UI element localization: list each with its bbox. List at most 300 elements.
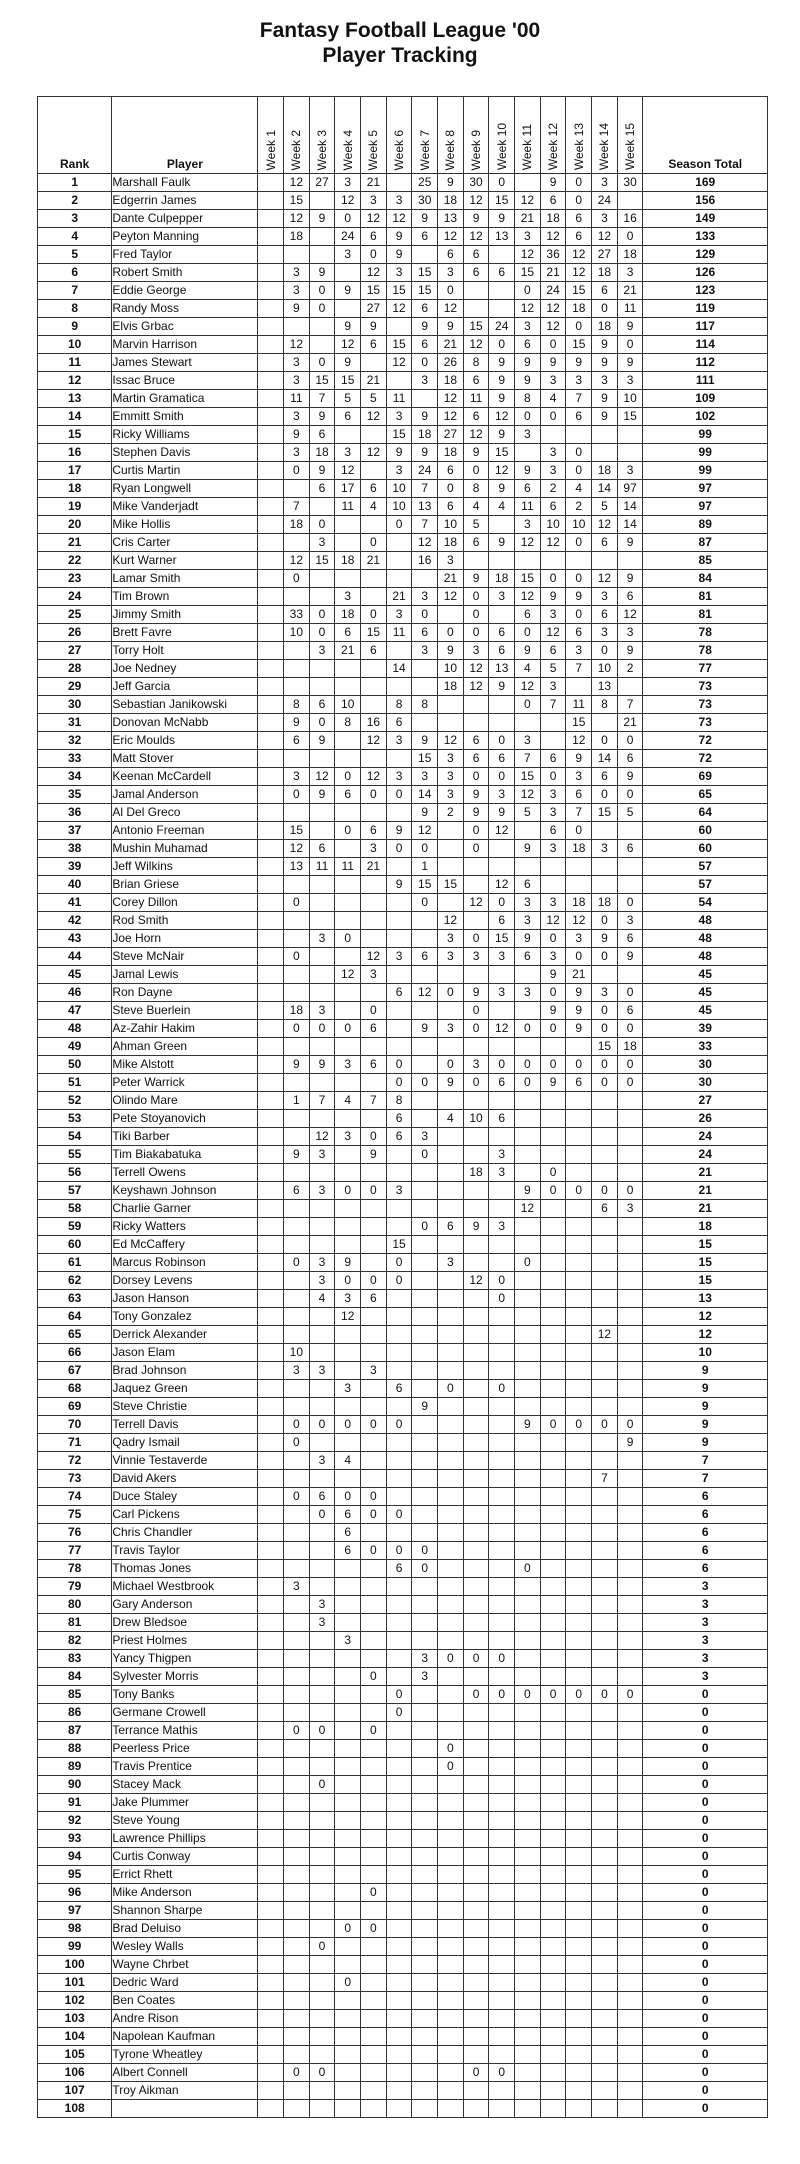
week-3-score-cell <box>309 822 335 840</box>
week-15-score-cell: 11 <box>617 300 643 318</box>
week-15-score-cell <box>617 1812 643 1830</box>
week-4-score-cell <box>335 1470 361 1488</box>
week-12-score-cell <box>540 1596 566 1614</box>
player-name-cell: Lawrence Phillips <box>112 1830 258 1848</box>
week-3-score-cell <box>309 1038 335 1056</box>
season-total-cell: 24 <box>643 1128 768 1146</box>
week-11-score-cell <box>515 1146 541 1164</box>
week-15-score-cell: 9 <box>617 642 643 660</box>
rank-cell: 107 <box>38 2082 112 2100</box>
week-12-score-cell <box>540 1146 566 1164</box>
table-row <box>38 552 768 570</box>
week-4-score-cell <box>335 1812 361 1830</box>
week-10-score-cell: 12 <box>489 408 515 426</box>
week-2-score-cell: 0 <box>284 1434 310 1452</box>
week-1-score-cell <box>258 1920 284 1938</box>
week-10-score-cell <box>489 1506 515 1524</box>
week-11-score-cell <box>515 174 541 192</box>
week-9-score-cell <box>463 1776 489 1794</box>
week-14-score-cell: 27 <box>592 246 618 264</box>
rank-cell: 61 <box>38 1254 112 1272</box>
week-2-score-cell: 3 <box>284 444 310 462</box>
week-6-score-cell <box>386 804 412 822</box>
table-row <box>38 1974 768 1992</box>
week-7-score-cell <box>412 2100 438 2118</box>
week-14-score-cell: 14 <box>592 750 618 768</box>
table-row <box>38 1236 768 1254</box>
week-15-score-cell: 2 <box>617 660 643 678</box>
week-14-score-cell: 7 <box>592 1470 618 1488</box>
week-2-score-cell: 0 <box>284 1020 310 1038</box>
player-name-cell: Peter Warrick <box>112 1074 258 1092</box>
season-total-cell: 13 <box>643 1290 768 1308</box>
week-11-score-cell: 12 <box>515 534 541 552</box>
week-2-score-cell <box>284 930 310 948</box>
season-total-cell: 0 <box>643 1776 768 1794</box>
week-7-score-cell <box>412 1164 438 1182</box>
week-8-score-cell <box>438 1686 464 1704</box>
week-15-score-cell <box>617 552 643 570</box>
week-11-score-cell: 9 <box>515 462 541 480</box>
week-3-header <box>309 97 335 174</box>
week-10-score-cell: 0 <box>489 1650 515 1668</box>
week-2-score-cell <box>284 480 310 498</box>
week-6-score-cell: 0 <box>386 1416 412 1434</box>
week-15-score-cell <box>617 1452 643 1470</box>
week-9-score-cell <box>463 1524 489 1542</box>
week-11-score-cell: 9 <box>515 354 541 372</box>
week-12-score-cell <box>540 1668 566 1686</box>
week-6-score-cell <box>386 678 412 696</box>
week-10-score-cell: 0 <box>489 1056 515 1074</box>
week-11-score-cell: 6 <box>515 606 541 624</box>
week-5-score-cell: 3 <box>361 966 387 984</box>
week-4-score-cell <box>335 1722 361 1740</box>
player-name-cell: Randy Moss <box>112 300 258 318</box>
week-14-score-cell <box>592 1218 618 1236</box>
week-11-score-cell <box>515 1902 541 1920</box>
week-7-score-cell <box>412 1452 438 1470</box>
week-4-score-cell <box>335 678 361 696</box>
week-8-score-cell: 13 <box>438 210 464 228</box>
week-4-score-cell: 3 <box>335 1380 361 1398</box>
week-9-score-cell: 12 <box>463 660 489 678</box>
week-8-score-cell: 0 <box>438 984 464 1002</box>
table-row <box>38 264 768 282</box>
week-13-score-cell <box>566 1938 592 1956</box>
week-4-score-cell <box>335 1776 361 1794</box>
week-9-score-cell <box>463 282 489 300</box>
week-5-score-cell <box>361 1218 387 1236</box>
week-10-score-cell <box>489 1884 515 1902</box>
week-11-score-cell <box>515 1218 541 1236</box>
week-4-score-cell: 0 <box>335 930 361 948</box>
week-7-score-cell <box>412 1830 438 1848</box>
week-9-score-cell <box>463 1308 489 1326</box>
rank-cell: 38 <box>38 840 112 858</box>
week-6-score-cell <box>386 1758 412 1776</box>
week-15-score-cell <box>617 1362 643 1380</box>
week-7-score-cell <box>412 1866 438 1884</box>
season-total-cell: 9 <box>643 1416 768 1434</box>
player-name-cell: Martin Gramatica <box>112 390 258 408</box>
week-1-score-cell <box>258 318 284 336</box>
player-name-cell: Albert Connell <box>112 2064 258 2082</box>
season-total-cell: 21 <box>643 1182 768 1200</box>
week-6-score-cell <box>386 1794 412 1812</box>
week-7-score-cell <box>412 570 438 588</box>
player-name-cell: Michael Westbrook <box>112 1578 258 1596</box>
player-name-cell: Mike Hollis <box>112 516 258 534</box>
week-header-label: Week 14 <box>597 122 612 170</box>
week-12-score-cell: 12 <box>540 318 566 336</box>
week-4-score-cell: 10 <box>335 696 361 714</box>
week-10-score-cell: 15 <box>489 444 515 462</box>
week-11-score-cell <box>515 1848 541 1866</box>
week-2-score-cell <box>284 1038 310 1056</box>
week-13-score-cell <box>566 1596 592 1614</box>
week-5-score-cell: 9 <box>361 318 387 336</box>
week-3-score-cell: 12 <box>309 1128 335 1146</box>
week-6-score-cell: 3 <box>386 408 412 426</box>
week-6-score-cell <box>386 1038 412 1056</box>
week-15-score-cell: 21 <box>617 282 643 300</box>
rank-cell: 78 <box>38 1560 112 1578</box>
season-total-cell: 27 <box>643 1092 768 1110</box>
week-2-score-cell: 3 <box>284 264 310 282</box>
week-6-score-cell: 6 <box>386 1380 412 1398</box>
player-name-cell: Pete Stoyanovich <box>112 1110 258 1128</box>
week-9-score-cell: 0 <box>463 1020 489 1038</box>
rank-cell: 93 <box>38 1830 112 1848</box>
week-6-score-cell: 6 <box>386 1128 412 1146</box>
week-13-score-cell <box>566 876 592 894</box>
player-name-cell: Brad Deluiso <box>112 1920 258 1938</box>
week-15-score-cell: 9 <box>617 570 643 588</box>
week-13-score-cell: 7 <box>566 804 592 822</box>
week-15-score-cell <box>617 1254 643 1272</box>
player-name-cell: Terrance Mathis <box>112 1722 258 1740</box>
week-5-score-cell <box>361 1326 387 1344</box>
week-1-score-cell <box>258 1830 284 1848</box>
season-total-cell: 97 <box>643 498 768 516</box>
week-14-score-cell: 8 <box>592 696 618 714</box>
week-6-score-cell: 6 <box>386 1110 412 1128</box>
week-5-score-cell <box>361 426 387 444</box>
week-13-score-cell <box>566 1488 592 1506</box>
week-10-score-cell <box>489 1866 515 1884</box>
week-3-score-cell <box>309 1668 335 1686</box>
season-total-cell: 117 <box>643 318 768 336</box>
week-5-score-cell <box>361 930 387 948</box>
week-4-score-cell <box>335 984 361 1002</box>
week-15-score-cell: 0 <box>617 1416 643 1434</box>
week-1-score-cell <box>258 480 284 498</box>
player-name-cell: Kurt Warner <box>112 552 258 570</box>
week-10-score-cell <box>489 1938 515 1956</box>
week-15-score-cell <box>617 2082 643 2100</box>
week-3-score-cell <box>309 1380 335 1398</box>
week-1-score-cell <box>258 1902 284 1920</box>
player-name-cell: Steve Buerlein <box>112 1002 258 1020</box>
rank-header: Rank <box>38 97 112 174</box>
rank-cell: 24 <box>38 588 112 606</box>
week-10-score-cell <box>489 858 515 876</box>
rank-cell: 9 <box>38 318 112 336</box>
week-12-score-cell <box>540 1236 566 1254</box>
week-3-score-cell <box>309 966 335 984</box>
week-3-score-cell: 0 <box>309 1416 335 1434</box>
week-12-score-cell: 6 <box>540 192 566 210</box>
season-total-cell: 15 <box>643 1254 768 1272</box>
week-3-score-cell: 0 <box>309 606 335 624</box>
rank-cell: 34 <box>38 768 112 786</box>
week-8-score-cell: 15 <box>438 876 464 894</box>
rank-cell: 5 <box>38 246 112 264</box>
week-5-score-cell <box>361 1812 387 1830</box>
week-7-score-cell <box>412 660 438 678</box>
week-14-score-cell: 12 <box>592 516 618 534</box>
table-row <box>38 1074 768 1092</box>
week-2-score-cell <box>284 1308 310 1326</box>
week-10-score-cell: 0 <box>489 1380 515 1398</box>
season-total-cell: 12 <box>643 1308 768 1326</box>
week-8-score-cell <box>438 1524 464 1542</box>
table-row <box>38 516 768 534</box>
week-1-score-cell <box>258 1272 284 1290</box>
player-name-cell: Tim Biakabatuka <box>112 1146 258 1164</box>
week-2-score-cell <box>284 804 310 822</box>
week-8-score-cell <box>438 1992 464 2010</box>
player-name-cell: Travis Prentice <box>112 1758 258 1776</box>
week-1-score-cell <box>258 1398 284 1416</box>
rank-cell: 53 <box>38 1110 112 1128</box>
week-1-score-cell <box>258 498 284 516</box>
player-name-cell: Napolean Kaufman <box>112 2028 258 2046</box>
week-9-score-cell: 12 <box>463 894 489 912</box>
week-3-score-cell: 0 <box>309 2064 335 2082</box>
week-5-score-cell: 0 <box>361 1182 387 1200</box>
week-13-score-cell <box>566 426 592 444</box>
week-15-score-cell: 9 <box>617 1434 643 1452</box>
week-12-score-cell: 6 <box>540 750 566 768</box>
week-4-score-cell <box>335 894 361 912</box>
week-7-score-cell: 9 <box>412 408 438 426</box>
week-9-score-cell <box>463 1488 489 1506</box>
week-6-score-cell <box>386 642 412 660</box>
table-row <box>38 210 768 228</box>
week-8-score-cell: 9 <box>438 318 464 336</box>
player-name-cell: Jason Hanson <box>112 1290 258 1308</box>
week-4-score-cell: 6 <box>335 408 361 426</box>
week-15-score-cell <box>617 1470 643 1488</box>
week-5-score-cell <box>361 984 387 1002</box>
week-8-score-cell <box>438 1722 464 1740</box>
week-15-score-cell <box>617 1902 643 1920</box>
week-6-score-cell <box>386 1002 412 1020</box>
week-5-score-cell <box>361 1344 387 1362</box>
rank-cell: 83 <box>38 1650 112 1668</box>
week-10-score-cell: 0 <box>489 1272 515 1290</box>
week-6-score-cell <box>386 552 412 570</box>
player-name-cell: David Akers <box>112 1470 258 1488</box>
week-9-score-cell: 4 <box>463 498 489 516</box>
week-9-score-cell: 0 <box>463 1650 489 1668</box>
week-11-score-cell <box>515 2010 541 2028</box>
week-7-score-cell: 3 <box>412 768 438 786</box>
week-7-score-cell <box>412 2082 438 2100</box>
week-6-score-cell: 3 <box>386 264 412 282</box>
week-4-score-cell: 11 <box>335 498 361 516</box>
week-12-score-cell: 36 <box>540 246 566 264</box>
week-14-score-cell <box>592 1110 618 1128</box>
week-4-score-cell <box>335 1650 361 1668</box>
season-total-cell: 9 <box>643 1362 768 1380</box>
table-row <box>38 930 768 948</box>
week-3-score-cell: 0 <box>309 300 335 318</box>
season-total-cell: 0 <box>643 1938 768 1956</box>
week-4-score-cell: 3 <box>335 444 361 462</box>
week-9-score-cell <box>463 1956 489 1974</box>
week-9-score-cell <box>463 1398 489 1416</box>
week-2-score-cell: 12 <box>284 552 310 570</box>
week-15-score-cell: 16 <box>617 210 643 228</box>
week-14-score-cell <box>592 1938 618 1956</box>
week-2-score-cell <box>284 1668 310 1686</box>
week-9-score-cell: 11 <box>463 390 489 408</box>
week-2-score-cell: 0 <box>284 1488 310 1506</box>
week-5-score-cell <box>361 2010 387 2028</box>
week-5-score-cell: 21 <box>361 372 387 390</box>
table-row <box>38 1362 768 1380</box>
week-11-score-cell: 15 <box>515 768 541 786</box>
rank-cell: 80 <box>38 1596 112 1614</box>
week-15-score-cell: 14 <box>617 516 643 534</box>
week-13-score-cell <box>566 1218 592 1236</box>
player-name-cell: Jaquez Green <box>112 1380 258 1398</box>
rank-cell: 91 <box>38 1794 112 1812</box>
week-15-score-cell: 3 <box>617 462 643 480</box>
week-11-score-cell <box>515 2100 541 2118</box>
week-6-score-cell <box>386 1974 412 1992</box>
week-7-score-cell <box>412 1938 438 1956</box>
player-name-cell: Al Del Greco <box>112 804 258 822</box>
week-4-score-cell <box>335 732 361 750</box>
week-1-score-cell <box>258 1596 284 1614</box>
week-11-score-cell: 12 <box>515 678 541 696</box>
week-4-score-cell: 0 <box>335 768 361 786</box>
week-13-score-cell <box>566 552 592 570</box>
table-row <box>38 498 768 516</box>
week-14-score-cell <box>592 1488 618 1506</box>
week-15-score-cell <box>617 2028 643 2046</box>
week-3-score-cell: 0 <box>309 1722 335 1740</box>
week-8-score-cell <box>438 1632 464 1650</box>
week-11-score-cell: 3 <box>515 426 541 444</box>
table-row <box>38 1740 768 1758</box>
week-6-score-cell: 0 <box>386 840 412 858</box>
week-12-score-cell: 6 <box>540 498 566 516</box>
player-name-cell: Peyton Manning <box>112 228 258 246</box>
week-9-score-cell <box>463 1812 489 1830</box>
week-14-score-cell: 3 <box>592 624 618 642</box>
week-9-score-cell <box>463 966 489 984</box>
week-9-score-cell <box>463 2100 489 2118</box>
week-13-score-cell <box>566 1794 592 1812</box>
week-15-score-cell: 0 <box>617 1056 643 1074</box>
week-13-score-cell <box>566 2046 592 2064</box>
rank-cell: 94 <box>38 1848 112 1866</box>
week-3-score-cell <box>309 1866 335 1884</box>
player-name-cell: Cris Carter <box>112 534 258 552</box>
week-2-score-cell: 15 <box>284 822 310 840</box>
week-5-score-cell <box>361 1992 387 2010</box>
week-5-score-cell: 9 <box>361 1146 387 1164</box>
week-7-score-cell: 25 <box>412 174 438 192</box>
week-5-score-cell: 21 <box>361 858 387 876</box>
week-9-score-cell: 18 <box>463 1164 489 1182</box>
week-4-score-cell: 17 <box>335 480 361 498</box>
week-4-header <box>335 97 361 174</box>
week-15-score-cell: 15 <box>617 408 643 426</box>
week-10-score-cell <box>489 840 515 858</box>
week-7-score-cell <box>412 1578 438 1596</box>
season-total-cell: 3 <box>643 1578 768 1596</box>
week-10-score-cell: 3 <box>489 1164 515 1182</box>
week-7-score-cell <box>412 930 438 948</box>
week-13-score-cell: 9 <box>566 750 592 768</box>
week-13-score-cell <box>566 1524 592 1542</box>
week-1-score-cell <box>258 822 284 840</box>
week-4-score-cell: 3 <box>335 1056 361 1074</box>
week-12-score-cell: 3 <box>540 894 566 912</box>
week-7-score-cell: 16 <box>412 552 438 570</box>
week-10-score-cell <box>489 696 515 714</box>
player-name-cell: Troy Aikman <box>112 2082 258 2100</box>
week-5-score-cell: 7 <box>361 1092 387 1110</box>
week-4-score-cell <box>335 1110 361 1128</box>
week-9-score-cell: 15 <box>463 318 489 336</box>
week-2-score-cell <box>284 1164 310 1182</box>
week-9-score-cell <box>463 1200 489 1218</box>
week-10-score-cell: 3 <box>489 1146 515 1164</box>
week-15-score-cell <box>617 1938 643 1956</box>
week-4-score-cell: 0 <box>335 1488 361 1506</box>
week-13-score-cell: 0 <box>566 1056 592 1074</box>
rank-cell: 12 <box>38 372 112 390</box>
week-12-score-cell: 9 <box>540 1002 566 1020</box>
week-9-score-cell: 6 <box>463 732 489 750</box>
table-row <box>38 696 768 714</box>
week-12-score-cell: 0 <box>540 1020 566 1038</box>
week-14-score-cell: 13 <box>592 678 618 696</box>
week-6-score-cell <box>386 1668 412 1686</box>
table-row <box>38 858 768 876</box>
week-12-score-cell: 4 <box>540 390 566 408</box>
week-11-score-cell <box>515 1650 541 1668</box>
week-5-score-cell <box>361 1038 387 1056</box>
rank-cell: 2 <box>38 192 112 210</box>
week-15-score-cell: 0 <box>617 336 643 354</box>
player-name-cell: Jimmy Smith <box>112 606 258 624</box>
week-1-score-cell <box>258 1812 284 1830</box>
player-name-cell: Stephen Davis <box>112 444 258 462</box>
week-10-score-cell: 13 <box>489 660 515 678</box>
week-7-score-cell <box>412 1110 438 1128</box>
week-12-score-cell: 12 <box>540 534 566 552</box>
week-12-score-cell <box>540 1848 566 1866</box>
week-8-score-cell: 3 <box>438 768 464 786</box>
